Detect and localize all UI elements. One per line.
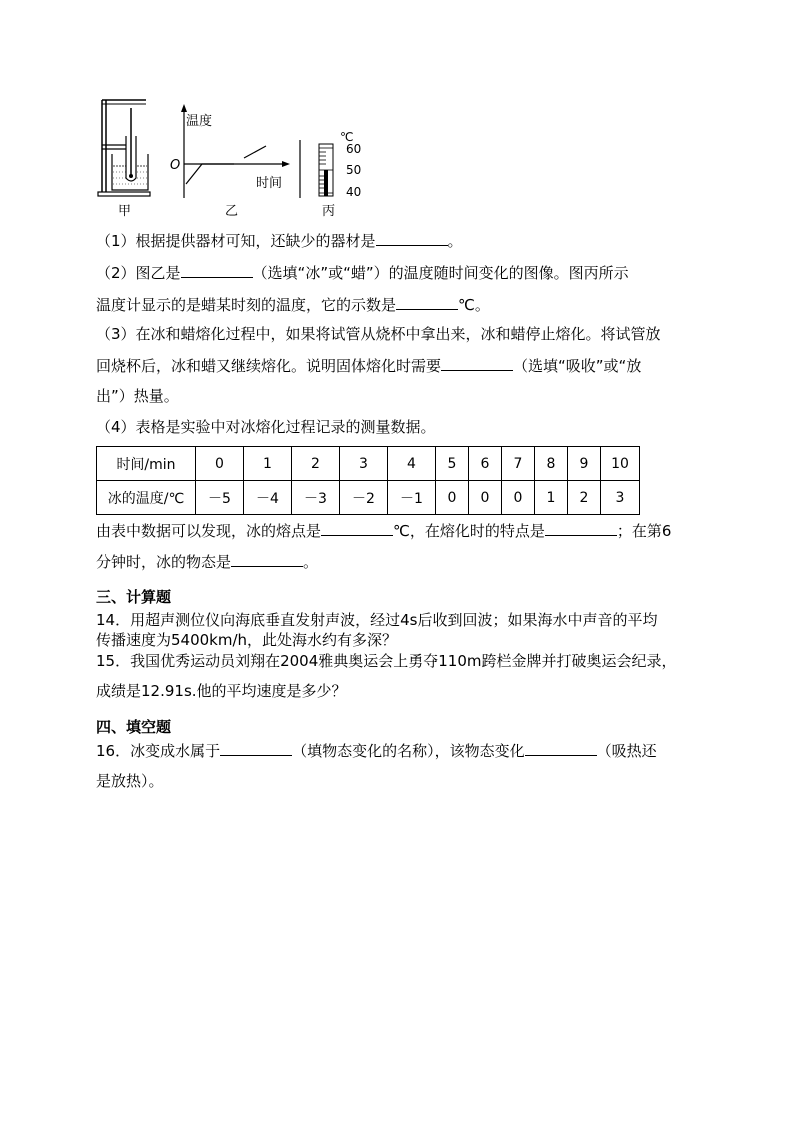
q13-part1: （1）根据提供器材可知，还缺少的器材是 。	[96, 232, 463, 250]
q13-part3-line3: 出”）热量。	[96, 387, 179, 405]
table-cell: 7	[502, 447, 535, 481]
graph-xlabel: 时间	[256, 176, 283, 191]
table-cell: 6	[469, 447, 502, 481]
table-cell: 8	[535, 447, 568, 481]
q15-line2: 成绩是12.91s.他的平均速度是多少？	[96, 682, 347, 700]
table-cell: 1	[535, 481, 568, 515]
table-cell: 0	[436, 481, 469, 515]
melting-data-table	[96, 446, 640, 515]
table-cell: －4	[244, 481, 292, 515]
section-4-title: 四、填空题	[96, 718, 172, 736]
thermometer-tick-50: 50	[346, 163, 362, 177]
label-jia: 甲	[118, 204, 132, 219]
table-cell: 1	[244, 447, 292, 481]
answer-blank[interactable]	[545, 520, 617, 536]
q13-part2-line2: 温度计显示的是蜡某时刻的温度，它的示数是 ℃。	[96, 296, 490, 314]
answer-blank[interactable]	[231, 551, 303, 567]
table-cell: 5	[436, 447, 469, 481]
q13-conclusion-line1: 由表中数据可以发现，冰的熔点是 ℃，在熔化时的特点是 ；在第6	[96, 522, 672, 540]
table-cell: 9	[568, 447, 601, 481]
graph-ylabel: 温度	[186, 114, 213, 129]
q15-line1: 15．我国优秀运动员刘翔在2004雅典奥运会上勇夺110m跨栏金牌并打破奥运会纪录，	[96, 652, 677, 670]
answer-blank[interactable]	[376, 230, 448, 246]
table-cell: 10	[601, 447, 640, 481]
table-cell: 2	[292, 447, 340, 481]
q13-part3-line1: （3）在冰和蜡熔化过程中，如果将试管从烧杯中拿出来，冰和蜡停止熔化。将试管放	[96, 325, 661, 343]
answer-blank[interactable]	[220, 740, 292, 756]
table-cell: 3	[601, 481, 640, 515]
q16-line2: 是放热）。	[96, 772, 164, 790]
q14-line2: 传播速度为5400km/h，此处海水约有多深？	[96, 631, 398, 649]
table-cell: 0	[469, 481, 502, 515]
thermometer-scale	[298, 138, 348, 202]
q16-line1: 16．冰变成水属于 （填物态变化的名称），该物态变化 （吸热还	[96, 742, 657, 760]
label-yi: 乙	[225, 204, 239, 219]
answer-blank[interactable]	[181, 262, 253, 278]
q13-part2-line1: （2）图乙是 （选填“冰”或“蜡”）的温度随时间变化的图像。图丙所示	[96, 264, 629, 282]
answer-blank[interactable]	[396, 294, 458, 310]
table-cell: －1	[388, 481, 436, 515]
q13-conclusion-line2: 分钟时，冰的物态是 。	[96, 553, 319, 571]
experiment-figure	[94, 96, 384, 220]
thermometer-tick-60: 60	[346, 142, 362, 156]
q13-part3-line2: 回烧杯后，冰和蜡又继续熔化。说明固体熔化时需要 （选填“吸收”或“放	[96, 357, 642, 375]
table-cell: 0	[196, 447, 244, 481]
answer-blank[interactable]	[525, 740, 597, 756]
table-row	[97, 481, 640, 515]
table-cell: －2	[340, 481, 388, 515]
table-cell: 3	[340, 447, 388, 481]
table-cell: －5	[196, 481, 244, 515]
q14-line1: 14．用超声测位仪向海底垂直发射声波，经过4s后收到回波；如果海水中声音的平均	[96, 611, 658, 629]
answer-blank[interactable]	[441, 355, 513, 371]
q13-part4: （4）表格是实验中对冰熔化过程记录的测量数据。	[96, 418, 436, 436]
table-cell: 4	[388, 447, 436, 481]
table-cell: 2	[568, 481, 601, 515]
table-header-cell: 冰的温度/℃	[97, 481, 196, 515]
table-header-cell: 时间/min	[97, 447, 196, 481]
apparatus-diagram	[94, 96, 160, 200]
table-row	[97, 447, 640, 481]
table-cell: －3	[292, 481, 340, 515]
thermometer-unit: ℃	[340, 130, 354, 144]
thermometer-tick-40: 40	[346, 185, 362, 199]
graph-origin: O	[170, 158, 181, 173]
section-3-title: 三、计算题	[96, 588, 172, 606]
answer-blank[interactable]	[321, 520, 393, 536]
label-bing: 丙	[322, 204, 336, 219]
table-cell: 0	[502, 481, 535, 515]
